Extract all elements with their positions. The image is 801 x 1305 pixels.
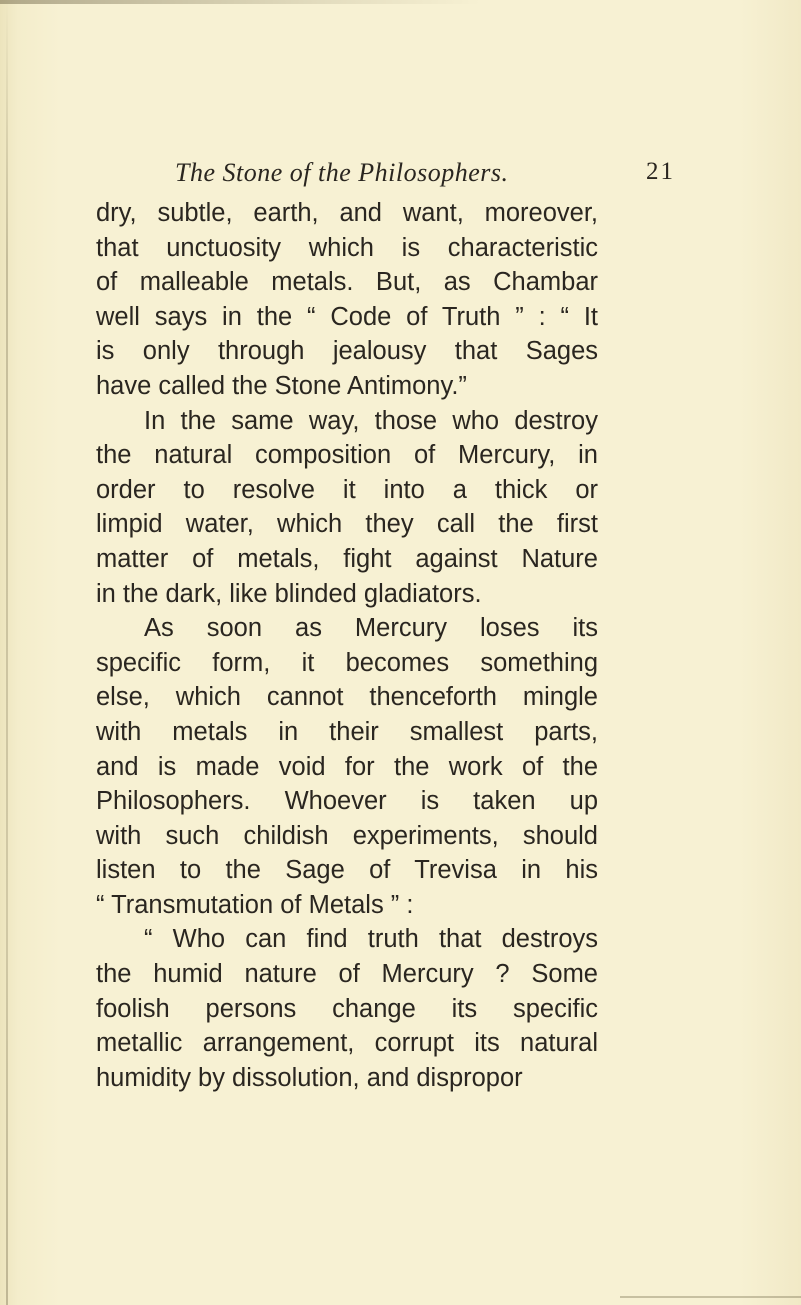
text-line: order to resolve it into a thick or [96,475,598,504]
text-line: “ Transmutation of Metals ” : [96,890,414,919]
body-text [96,196,598,1095]
text-line: matter of metals, fight against Nature [96,544,598,573]
text-line: and is made void for the work of the [96,752,598,781]
text-line: specific form, it becomes something [96,648,598,677]
text-line: listen to the Sage of Trevisa in his [96,856,598,885]
text-line: that unctuosity which is characteristic [96,233,598,262]
text-line: Philosophers. Whoever is taken up [96,787,598,816]
text-line: with such childish experiments, should [96,821,598,850]
text-line: else, which cannot thenceforth mingle [96,683,598,712]
text-line: have called the Stone Antimony.” [96,371,467,400]
text-line: the natural composition of Mercury, in [96,441,598,470]
page-left-edge [6,0,8,1305]
text-line: humidity by dissolution, and dispropor [96,1063,523,1092]
text-line: with metals in their smallest parts, [96,717,598,746]
text-line: well says in the “ Code of Truth ” : “ It [96,302,598,331]
running-head [175,158,675,198]
text-line: the humid nature of Mercury ? Some [96,960,598,989]
page-number: 21 [646,158,675,185]
page-bottom-edge [620,1296,801,1298]
running-title: The Stone of the Philosophers. [175,158,509,187]
text-line: is only through jealousy that Sages [96,337,598,366]
text-line: in the dark, like blinded gladiators. [96,579,482,608]
text-line: limpid water, which they call the first [96,510,598,539]
text-line: dry, subtle, earth, and want, moreover, [96,199,598,227]
text-line: As soon as Mercury loses its [144,614,598,643]
text-line: of malleable metals. But, as Chambar [96,268,598,297]
page-top-edge [0,0,801,4]
text-line: “ Who can find truth that destroys [144,925,598,954]
text-line: In the same way, those who destroy [144,406,598,435]
text-line: metallic arrangement, corrupt its natural [96,1029,598,1058]
text-line: foolish persons change its specific [96,994,598,1023]
